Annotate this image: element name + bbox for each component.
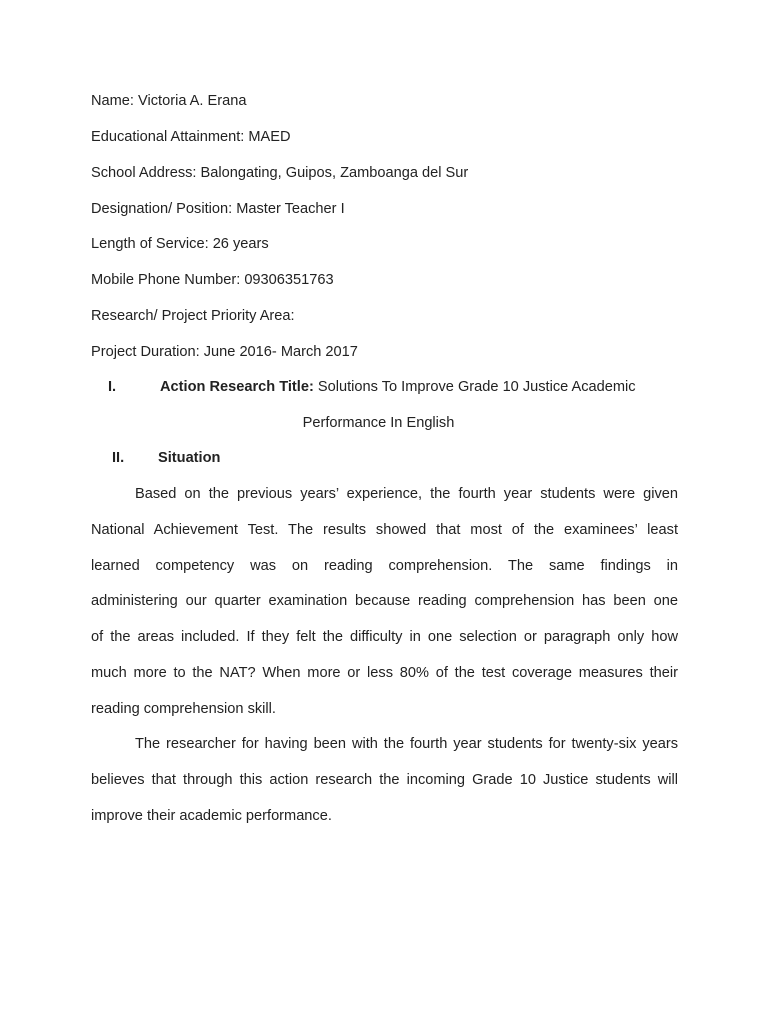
designation-field: Designation/ Position: Master Teacher I — [91, 201, 345, 217]
situation-paragraph-2 — [91, 727, 678, 834]
section-1-title — [160, 378, 636, 396]
section-2-number: II. — [112, 450, 125, 466]
paragraph-line: improve their academic performance. — [91, 807, 332, 824]
paragraph-line: reading comprehension skill. — [91, 700, 276, 717]
situation-paragraph-1 — [91, 477, 678, 728]
section-1-number: I. — [108, 379, 117, 395]
school-address-field: School Address: Balongating, Guipos, Zamboanga del Sur — [91, 165, 469, 181]
priority-area-field: Research/ Project Priority Area: — [91, 308, 295, 324]
section-1-title-line-1: Solutions To Improve Grade 10 Justice Academic — [313, 379, 636, 395]
mobile-number-field: Mobile Phone Number: 09306351763 — [91, 272, 334, 288]
name-field: Name: Victoria A. Erana — [91, 93, 247, 109]
paragraph-line: of the areas included. If they felt the difficulty in one selection or paragraph only how — [91, 629, 678, 646]
paragraph-line: much more to the NAT? When more or less 80% of the test coverage measures their — [91, 664, 678, 681]
paragraph-line: National Achievement Test. The results showed that most of the examinees’ least — [91, 521, 678, 538]
section-1-title-line-2: Performance In English — [302, 415, 455, 431]
section-2-heading: Situation — [158, 450, 221, 466]
paragraph-line: believes that through this action research the incoming Grade 10 Justice students will — [91, 771, 678, 788]
paragraph-line: The researcher for having been with the fourth year students for twenty-six years — [135, 736, 678, 752]
paragraph-line: administering our quarter examination because reading comprehension has been one — [91, 593, 678, 610]
project-duration-field: Project Duration: June 2016- March 2017 — [91, 344, 358, 360]
section-1-label: Action Research Title: — [160, 379, 314, 395]
length-of-service-field: Length of Service: 26 years — [91, 236, 269, 252]
paragraph-line: learned competency was on reading comprehension. The same findings in — [91, 557, 678, 574]
paragraph-line: Based on the previous years’ experience, the fourth year students were given — [135, 486, 678, 502]
educational-attainment-field: Educational Attainment: MAED — [91, 129, 291, 145]
